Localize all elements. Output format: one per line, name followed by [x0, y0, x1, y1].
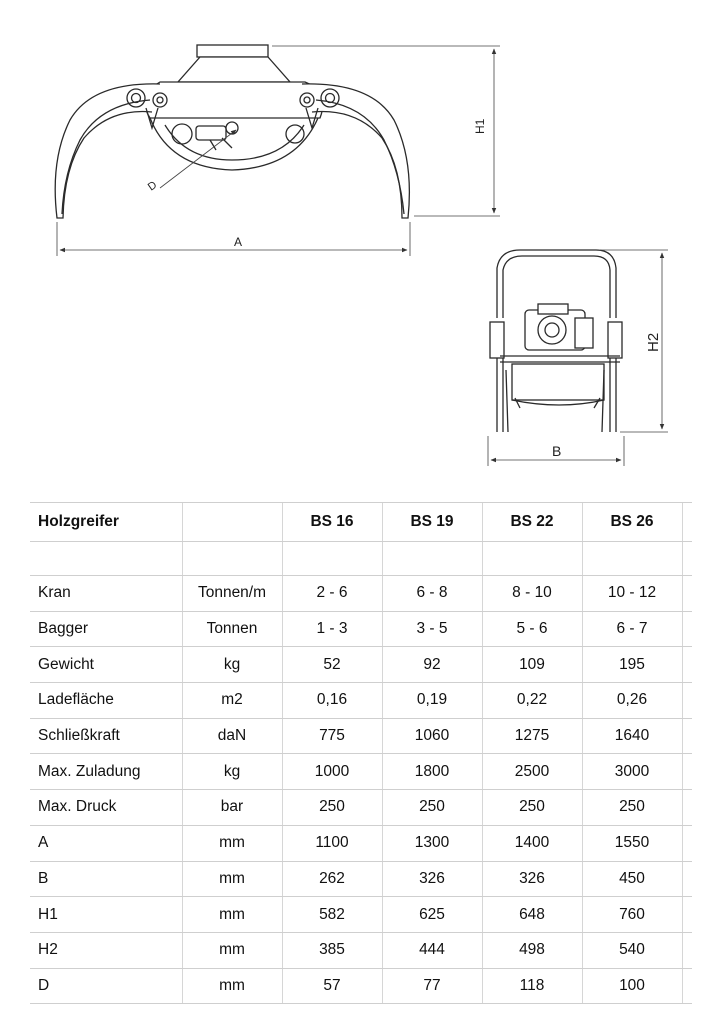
table-cell [682, 647, 692, 683]
label-d: D [145, 179, 160, 194]
header-model: BS 22 [482, 503, 582, 542]
table-cell [382, 542, 482, 576]
row-value: 250 [282, 790, 382, 826]
row-value: 450 [582, 861, 682, 897]
row-unit: Tonnen [182, 611, 282, 647]
row-value: 52 [282, 647, 382, 683]
row-value: 775 [282, 718, 382, 754]
row-label: B [30, 861, 182, 897]
table-cell [682, 718, 692, 754]
row-label: A [30, 825, 182, 861]
row-value: 109 [482, 647, 582, 683]
row-value: 0,26 [582, 683, 682, 719]
table-row [30, 718, 692, 754]
header-model: BS 26 [582, 503, 682, 542]
table-row [30, 861, 692, 897]
row-value: 648 [482, 897, 582, 933]
table-cell [682, 790, 692, 826]
row-unit: mm [182, 968, 282, 1004]
row-value: 1275 [482, 718, 582, 754]
table-cell [582, 542, 682, 576]
row-value: 118 [482, 968, 582, 1004]
row-value: 250 [382, 790, 482, 826]
grapple-side-view [490, 250, 622, 432]
table-cell [682, 576, 692, 612]
row-label: H1 [30, 897, 182, 933]
spec-table-body [30, 503, 692, 1004]
row-value: 385 [282, 932, 382, 968]
grapple-front-view [55, 45, 409, 218]
table-row [30, 683, 692, 719]
technical-drawing [0, 0, 722, 480]
label-h2: H2 [645, 332, 662, 352]
row-label: Ladefläche [30, 683, 182, 719]
table-row [30, 754, 692, 790]
row-value: 326 [482, 861, 582, 897]
row-unit: mm [182, 825, 282, 861]
row-value: 0,22 [482, 683, 582, 719]
row-value: 3000 [582, 754, 682, 790]
table-row [30, 897, 692, 933]
table-cell [682, 503, 692, 542]
row-unit: m2 [182, 683, 282, 719]
row-value: 1640 [582, 718, 682, 754]
label-a: A [234, 235, 243, 249]
row-label: D [30, 968, 182, 1004]
table-row [30, 825, 692, 861]
row-label: Max. Zuladung [30, 754, 182, 790]
dimension-b [488, 436, 624, 466]
row-unit: kg [182, 647, 282, 683]
row-label: Max. Druck [30, 790, 182, 826]
header-model: BS 16 [282, 503, 382, 542]
row-value: 6 - 8 [382, 576, 482, 612]
table-cell [682, 825, 692, 861]
row-label: Schließkraft [30, 718, 182, 754]
table-cell [30, 542, 182, 576]
row-value: 250 [582, 790, 682, 826]
row-value: 0,19 [382, 683, 482, 719]
row-value: 582 [282, 897, 382, 933]
header-model: BS 19 [382, 503, 482, 542]
table-row [30, 790, 692, 826]
table-row [30, 932, 692, 968]
row-value: 2500 [482, 754, 582, 790]
table-row [30, 576, 692, 612]
table-cell [282, 542, 382, 576]
table-row [30, 647, 692, 683]
row-value: 1300 [382, 825, 482, 861]
table-cell [182, 542, 282, 576]
row-value: 250 [482, 790, 582, 826]
row-unit: mm [182, 861, 282, 897]
row-value: 1800 [382, 754, 482, 790]
row-value: 1 - 3 [282, 611, 382, 647]
row-value: 57 [282, 968, 382, 1004]
row-unit: bar [182, 790, 282, 826]
row-value: 5 - 6 [482, 611, 582, 647]
table-blank-row [30, 542, 692, 576]
row-value: 1550 [582, 825, 682, 861]
row-value: 540 [582, 932, 682, 968]
row-value: 195 [582, 647, 682, 683]
row-value: 326 [382, 861, 482, 897]
row-value: 77 [382, 968, 482, 1004]
row-value: 92 [382, 647, 482, 683]
table-cell [682, 542, 692, 576]
label-b: B [552, 443, 562, 459]
table-cell [682, 611, 692, 647]
row-label: H2 [30, 932, 182, 968]
row-label: Gewicht [30, 647, 182, 683]
table-cell [682, 897, 692, 933]
row-unit: kg [182, 754, 282, 790]
row-value: 444 [382, 932, 482, 968]
table-header-row [30, 503, 692, 542]
table-cell [482, 542, 582, 576]
row-unit: mm [182, 897, 282, 933]
row-unit: Tonnen/m [182, 576, 282, 612]
row-value: 625 [382, 897, 482, 933]
row-value: 262 [282, 861, 382, 897]
table-cell [682, 754, 692, 790]
row-unit: daN [182, 718, 282, 754]
table-cell [682, 861, 692, 897]
row-value: 760 [582, 897, 682, 933]
row-value: 0,16 [282, 683, 382, 719]
table-cell [682, 683, 692, 719]
row-value: 3 - 5 [382, 611, 482, 647]
table-row [30, 611, 692, 647]
row-value: 100 [582, 968, 682, 1004]
row-label: Kran [30, 576, 182, 612]
table-cell [682, 932, 692, 968]
table-row [30, 968, 692, 1004]
row-value: 1000 [282, 754, 382, 790]
row-value: 6 - 7 [582, 611, 682, 647]
row-value: 1100 [282, 825, 382, 861]
row-value: 10 - 12 [582, 576, 682, 612]
row-value: 498 [482, 932, 582, 968]
label-h1: H1 [473, 118, 487, 134]
row-label: Bagger [30, 611, 182, 647]
table-cell [682, 968, 692, 1004]
row-value: 2 - 6 [282, 576, 382, 612]
row-value: 8 - 10 [482, 576, 582, 612]
spec-table [30, 502, 692, 1004]
header-unit [182, 503, 282, 542]
row-value: 1400 [482, 825, 582, 861]
dimension-a [57, 222, 410, 256]
row-value: 1060 [382, 718, 482, 754]
header-product: Holzgreifer [30, 503, 182, 542]
row-unit: mm [182, 932, 282, 968]
